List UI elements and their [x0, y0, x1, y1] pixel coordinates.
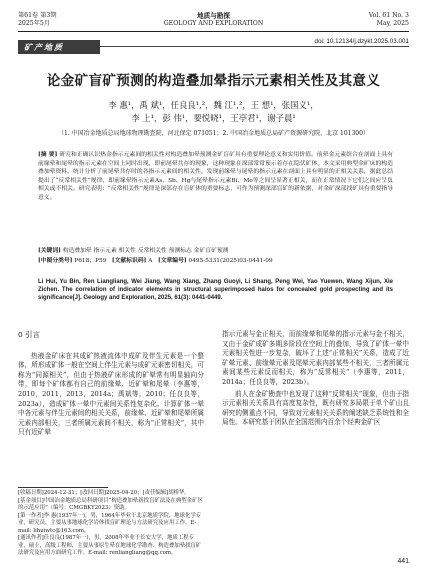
clc-code: P618；P59 [74, 258, 107, 264]
footnote-funding: [基金项目]中国冶金地质总局科研项目“构造叠加晕新找盲矿法及在典型金矿区的示范应用”（编号：CMGBKY2023）资助。 [18, 497, 203, 511]
date-zh: 2025年5月 [18, 20, 51, 27]
volume-issue-en: Vol. 61 No. 3 [368, 12, 409, 19]
section-heading-intro: 0 引言 [18, 330, 40, 339]
classification-line [38, 257, 393, 266]
footnote-first-author: [第一作者]李 惠(1937年一)，男，1964年毕业于北京地质学院，地球化学专业，研究员，主要从事地球化学岩体找盲矿理论与方法研究及应用工作。E-mail: lihuiwtc@163.com。 [18, 512, 202, 534]
abstract-label: [摘 要] [38, 152, 58, 158]
keywords [38, 247, 393, 256]
english-citation: Li Hui, Yu Bin, Ren Liangliang, Wei Jiang, Wang Xiang, Zhang Guoyi, Li Shang, Peng Wei, Yao Yuewen, Wang Xijun, Xie Zichen. The correlation of indicator elements in structural superimposed halos for concealed gold prospecting and its significance[J]. Geology and Exploration, 2025, 61(3): 0441-0449. [38, 279, 393, 302]
footnote-rule [18, 487, 108, 488]
author-list [18, 99, 409, 125]
footnote-dates: [收稿日期]2024-12-31；[改回日期]2025-04-20；[责任编辑]胡桥华。 [18, 490, 190, 496]
date-en: May, 2025 [376, 20, 409, 27]
issue-info-en [369, 12, 409, 28]
footnotes [18, 490, 204, 558]
journal-name-zh: 地质与勘探 [197, 12, 230, 20]
authors-line-1: 李 惠¹，禹 斌¹，任良良¹,²，魏 江¹,²，王 想¹，张国义¹， [108, 100, 319, 110]
keywords-label: [关键词] [38, 248, 61, 254]
journal-name-en: GEOLOGY AND EXPLORATION [163, 20, 264, 27]
affiliations: （1. 中国冶金地质总局地球物理勘查院，河北保定 071051；2. 中国冶金地质总局矿产资源研究院，北京 101300） [58, 130, 369, 137]
volume-issue-zh: 第61卷 第3期 [18, 12, 57, 19]
abstract [38, 151, 393, 203]
clc-label: [中图分类号] [38, 258, 73, 264]
intro-paragraph: 热液金矿床在其成矿热液流体中成矿及伴生元素是一个整体，所形成矿体一般在空间上伴生元素与成矿元素密切相关，可称为“同源相关”，但由于热液矿床形成的矿晕常有明显轴向分带，即每个矿体都有自己的前缘晕、近矿晕和尾晕（李惠等，2010，2011，2013，2014a；禹斌等，2010；任良良等，2023a），造成矿体一晕中元素间关系性复杂化。计算矿体一晕中各元素与伴生元素间的相关关系，前缘晕、近矿晕和尾晕所属元素内部相关，三者所属元素间不相关，称为“正常相关”，其中只有近矿晕 [18, 351, 204, 437]
intro-paragraph: 前人在金矿勘查中也发现了这种“反常相关”现象，但由于指示元素相关关系具有高度复杂性，既有研究多局限于单个矿山且研究的侧重点不同，导致对元素相关关系的阐述缺乏系统性和全局性。本研究基于团队在全国范围内百余个经典金矿区 [222, 389, 409, 427]
article-number: 0495-5331(2025)03-0441-09 [188, 258, 273, 264]
right-column [222, 330, 409, 430]
journal-name [18, 12, 409, 28]
doc-code: A [148, 258, 153, 264]
doi-link[interactable]: doi: 10.12134/j.dzykt.2025.03.001 [314, 38, 409, 45]
header-rule [18, 31, 409, 32]
intro-paragraph: 指示元素与金正相关，而前缘晕和尾晕的指示元素与金不相关，又由于金矿成矿多期多阶段在空间上的叠加，导致了矿体一晕中元素相关性进一步复杂，破坏了上述“正常相关”关系，造成了近矿晕元素、前缘晕元素及尾晕元素内部某些不相关，三者所属元素间某些元素反而相关，称为“反常相关”（李惠等，2011，2014a；任良良等，2023b）。 [222, 330, 409, 386]
left-column [18, 330, 204, 440]
page-number: 441 [397, 558, 409, 565]
section-rule [100, 46, 409, 47]
authors-line-2: 李 上¹，彭 伟¹，要悦晓¹，王亭君¹，谢子晨¹ [131, 113, 296, 123]
footnote-corresponding-author: [通讯作者]任良良(1987年一)，男，2008年毕业于长安大学，地质工程专业，硕士，高级工程师，主要从事原生晕在地球化学勘查、构造叠加晕找盲矿法研究及应用方面研究工作。E-mail: renliangliang@qq.com。 [18, 535, 202, 556]
doc-code-label: [文献标识码] [111, 258, 147, 264]
keywords-text: 构造叠加晕 指示元素 相关性 反常相关性 预测标志 金矿盲矿预测 [62, 248, 229, 254]
running-header [18, 12, 409, 36]
abstract-text: 研究和正确认识热金指示元素间的相关性对构造叠加晕预测金矿盲矿具有重要理论意义和实用价值。前晕金元素组合在剖面上具有前缘晕和尾晕的指示元素在空间上同时出现，即前尾晕共存的现象，这种现象在深部常常预示着存在隐伏矿体。本文采用典型金矿床的构造叠加晕资料，统计分析了前尾晕共存时的各指示元素间的相关性，发现前缘晕与尾晕的指示元素在剖面上具有明显的正相关关系，据此总结提出了“反常相关性”规律，即前缘晕指示元素As、Sb、Hg与尾晕指示元素Bi、Mo等之间呈显著正相关，而在正常情况下它们之间应呈负相关或不相关。研究表明：“反常相关性”规律是深部存在盲矿体的重要标志，可作为预测深部盲矿的新依据，对金矿深部找矿具有重要指导意义。 [38, 152, 393, 201]
article-title: 论金矿盲矿预测的构造叠加晕指示元素相关性及其意义 [46, 73, 381, 89]
article-number-label: [文章编号] [157, 258, 187, 264]
section-label: 矿产地质 [18, 40, 100, 54]
